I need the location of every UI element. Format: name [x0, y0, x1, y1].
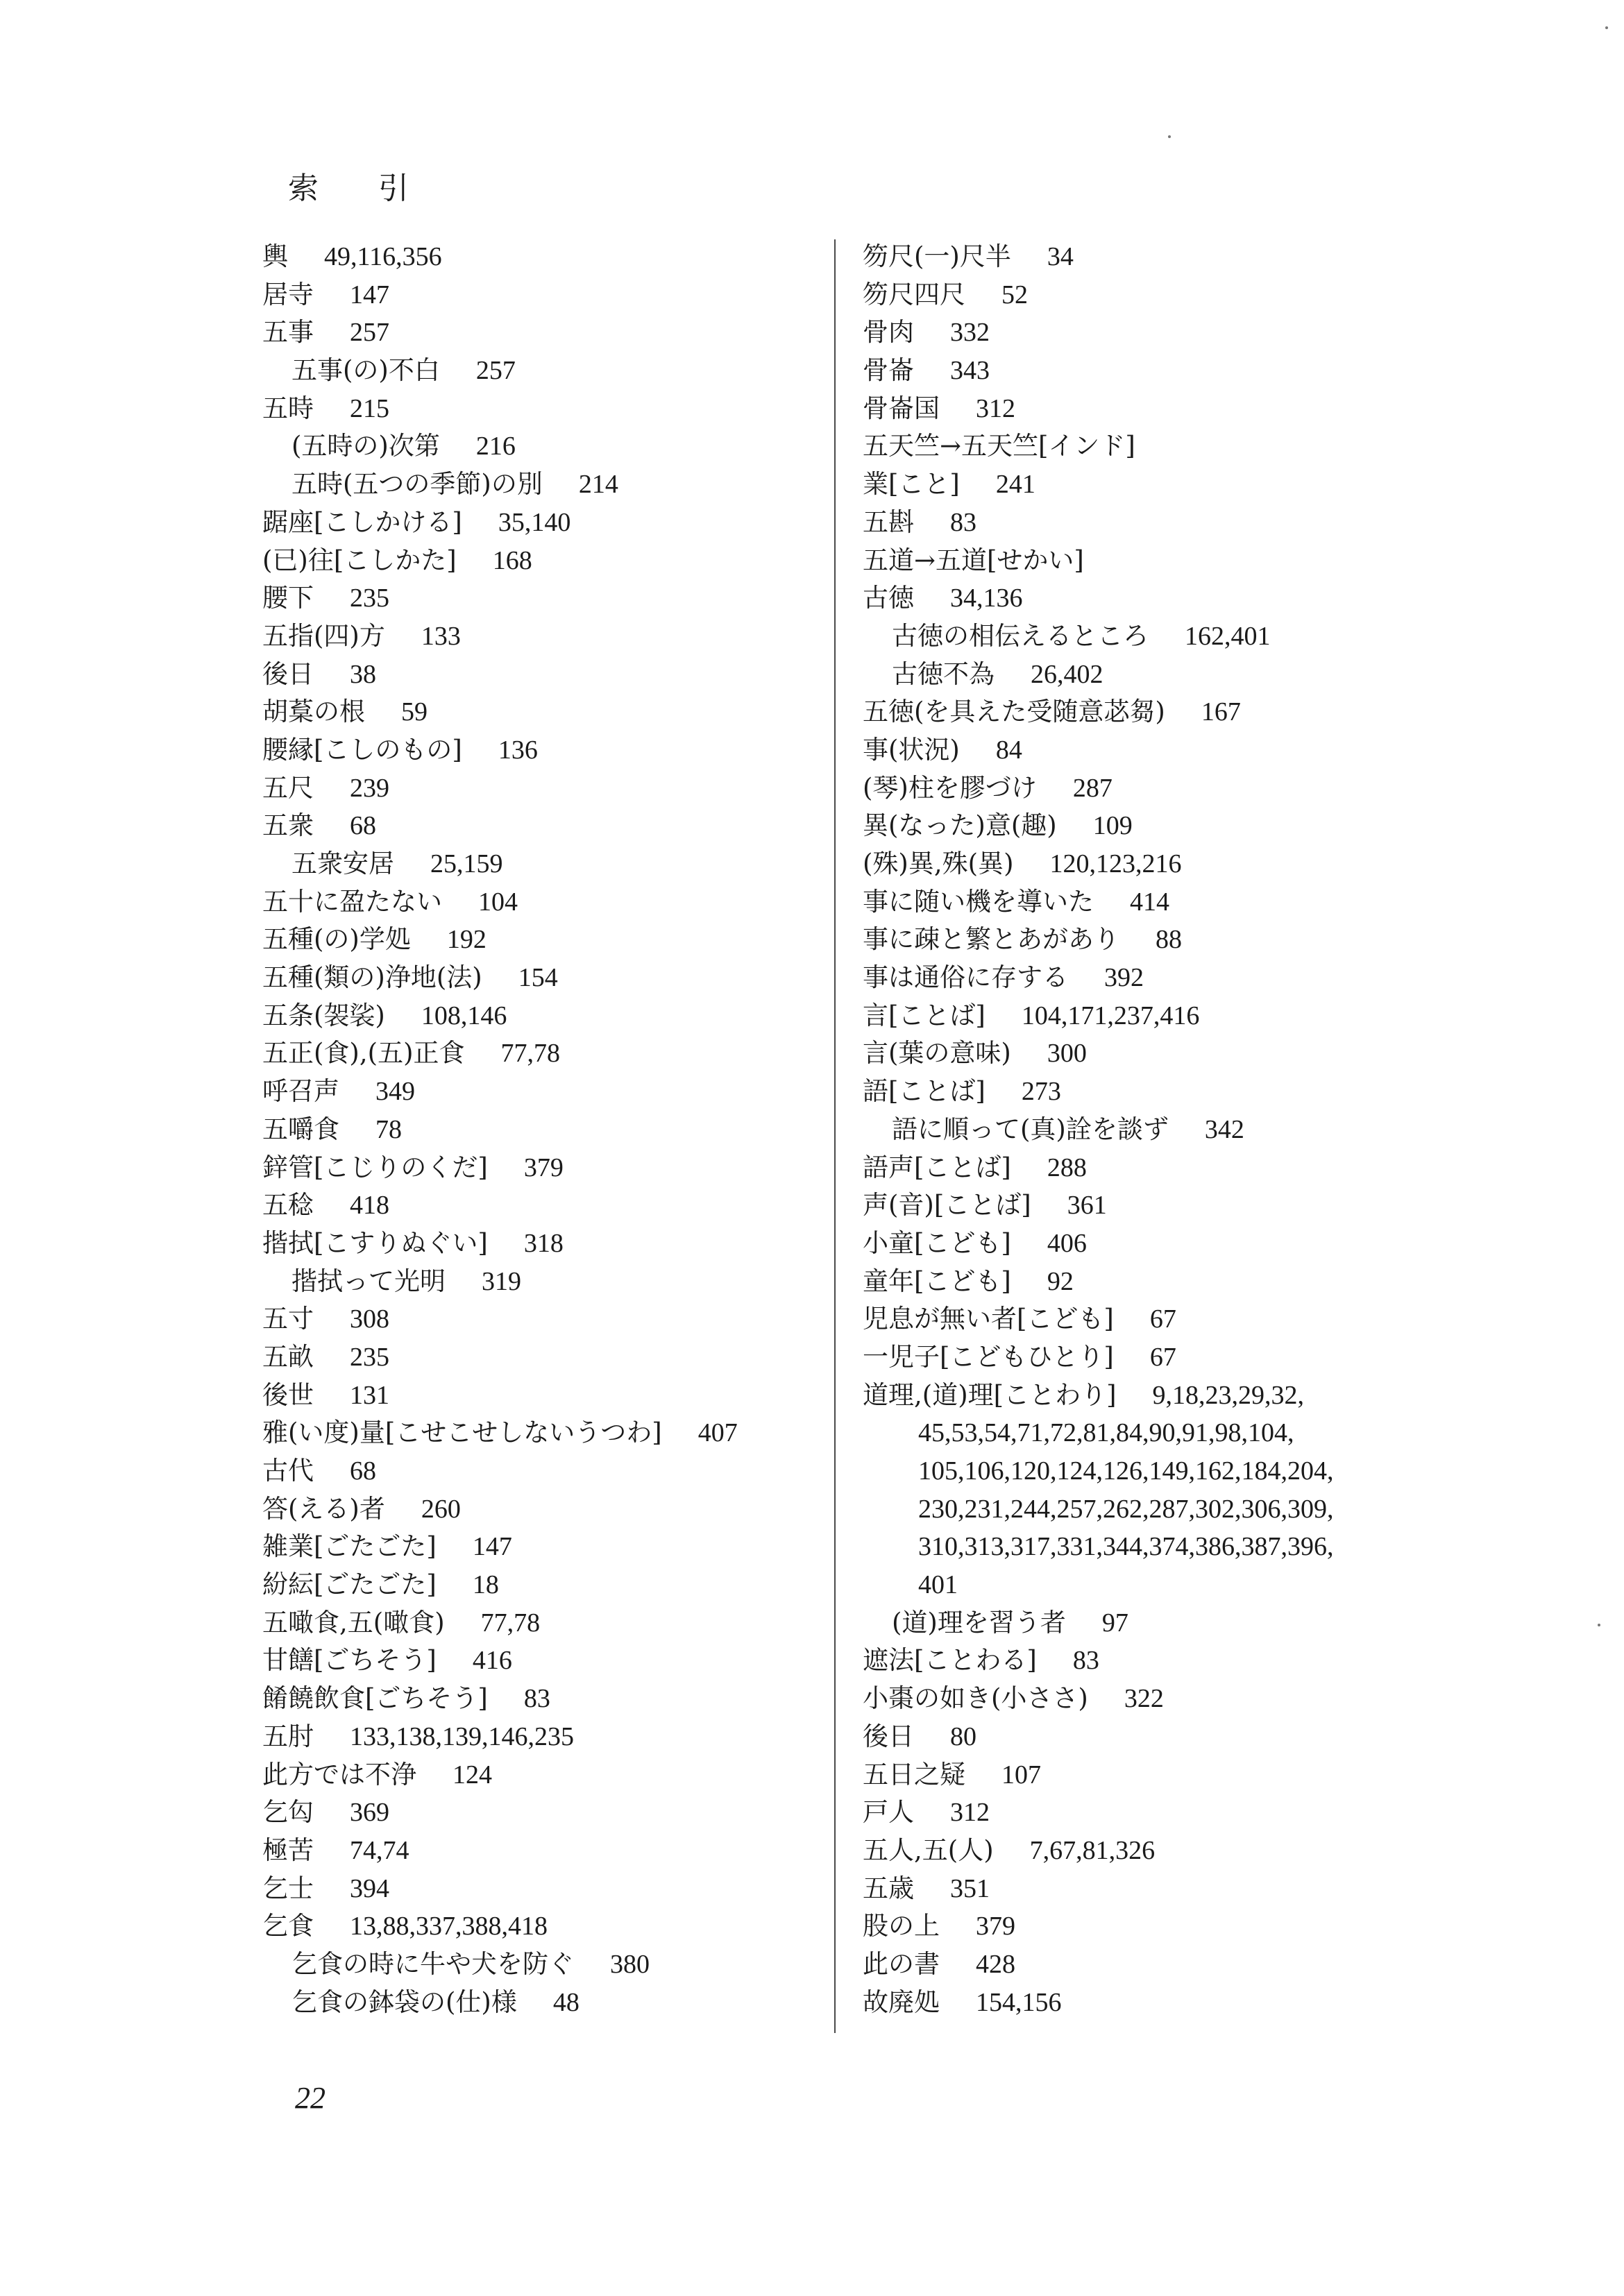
index-entry: [863, 1452, 1487, 1490]
index-pages: 105,106,120,124,126,149,162,184,204,: [918, 1456, 1334, 1486]
index-term: 居寺: [262, 279, 314, 309]
index-pages: 136: [498, 735, 538, 765]
index-entry: [863, 504, 1487, 542]
index-entry: [863, 1907, 1487, 1946]
index-term: 五種(の)学処: [262, 924, 411, 955]
index-pages: 133,138,139,146,235: [350, 1721, 574, 1751]
index-pages: 78: [375, 1114, 402, 1144]
index-entry: [863, 1946, 1487, 1984]
index-term: 古徳: [863, 583, 914, 613]
index-entry: [863, 238, 1487, 276]
index-entry: [262, 1528, 818, 1566]
index-entry: [262, 1073, 818, 1111]
index-entry: [262, 959, 818, 997]
index-pages: 239: [350, 773, 389, 803]
index-pages: 380: [610, 1949, 650, 1979]
index-entry: [262, 1111, 818, 1149]
column-divider: [834, 239, 836, 2033]
index-pages: 154,156: [976, 1987, 1062, 2017]
index-term: 此の書: [863, 1948, 940, 1979]
index-pages: 7,67,81,326: [1029, 1835, 1156, 1865]
index-term: 事に疎と繁とあがあり: [863, 924, 1119, 955]
index-pages: 133: [421, 621, 461, 651]
index-term: 五条(袈裟): [262, 1000, 385, 1030]
index-pages: 300: [1047, 1039, 1087, 1069]
scan-speck: [1598, 1624, 1600, 1626]
index-pages: 407: [697, 1418, 738, 1448]
index-entry: [262, 1642, 818, 1680]
index-entry: [863, 1604, 1487, 1642]
index-entry: [262, 1870, 818, 1908]
index-entry: [863, 1756, 1487, 1794]
index-term: 古徳の相伝えるところ: [892, 620, 1149, 651]
index-term: 骨肉: [863, 317, 914, 348]
index-pages: 83: [950, 507, 976, 537]
index-entry: [262, 1566, 818, 1604]
index-pages: 342: [1204, 1114, 1244, 1144]
index-pages: 260: [421, 1494, 461, 1524]
index-term: 五時: [262, 393, 314, 423]
index-entry: [863, 1300, 1487, 1338]
index-term: 語声[ことば]: [863, 1152, 1011, 1182]
index-entry: [262, 1984, 818, 2022]
index-pages: 52: [1001, 280, 1028, 309]
index-header: [288, 163, 409, 207]
index-pages: 312: [950, 1798, 990, 1828]
index-entry: [863, 1566, 1487, 1604]
index-pages: 162,401: [1185, 621, 1271, 651]
index-entry: [262, 504, 818, 542]
index-term: 揩拭って光明: [291, 1266, 446, 1296]
index-pages: 25,159: [430, 849, 503, 878]
index-pages: 68: [350, 811, 376, 841]
index-entry: [262, 1756, 818, 1794]
index-pages: 288: [1047, 1153, 1087, 1182]
index-entry: [863, 1073, 1487, 1111]
index-entry: [863, 997, 1487, 1035]
index-entry: [863, 579, 1487, 618]
index-pages: 80: [950, 1721, 976, 1751]
index-entry: [262, 618, 818, 656]
index-pages: 34: [1047, 242, 1074, 271]
index-pages: 68: [350, 1456, 376, 1486]
index-term: 餚饒飲食[ごちそう]: [262, 1683, 488, 1714]
index-pages: 351: [950, 1873, 990, 1903]
index-entry: [863, 1794, 1487, 1832]
index-term: 揩拭[こすりぬぐい]: [262, 1227, 488, 1258]
index-pages: 361: [1067, 1191, 1107, 1221]
index-pages: 67: [1149, 1304, 1176, 1334]
index-entry: [863, 959, 1487, 997]
index-pages: 416: [472, 1646, 512, 1676]
index-pages: 131: [350, 1380, 389, 1410]
index-pages: 287: [1072, 773, 1113, 803]
index-term: 五衆: [262, 810, 314, 841]
index-entry: [262, 579, 818, 618]
index-term: 童年[こども]: [863, 1266, 1011, 1296]
index-entry: [262, 1680, 818, 1718]
index-entry: [262, 693, 818, 731]
index-term: 五人,五(人): [863, 1835, 994, 1865]
index-term: 乞食の時に牛や犬を防ぐ: [291, 1948, 574, 1979]
index-term: 五尺: [262, 772, 314, 803]
index-pages: 107: [1001, 1760, 1041, 1789]
index-entry: [863, 656, 1487, 694]
index-pages: 235: [350, 584, 389, 613]
index-term: 言(葉の意味): [863, 1038, 1011, 1069]
index-entry: [262, 1377, 818, 1415]
index-term: 小童[こども]: [863, 1227, 1011, 1258]
index-pages: 235: [350, 1342, 389, 1372]
index-term: 五嚼食: [262, 1114, 339, 1144]
index-entry: [863, 618, 1487, 656]
index-entry: [262, 731, 818, 769]
scan-speck: [1605, 26, 1608, 29]
index-pages: 83: [523, 1684, 550, 1714]
index-term: 胡葈の根: [262, 697, 365, 727]
index-entry: [863, 1149, 1487, 1187]
index-pages: 418: [350, 1191, 389, 1221]
index-pages: 428: [976, 1949, 1015, 1979]
index-term: 事(状況): [863, 734, 960, 765]
index-term: 五歳: [863, 1873, 914, 1903]
index-pages: 214: [578, 470, 618, 500]
index-term: 一児子[こどもひとり]: [863, 1341, 1114, 1372]
index-pages: 92: [1047, 1266, 1074, 1296]
index-term: 五天竺→五天竺[インド]: [863, 431, 1135, 461]
index-entry: [262, 1225, 818, 1263]
index-entry: [262, 390, 818, 428]
index-pages: 49,116,356: [324, 242, 442, 271]
index-term: 五畝: [262, 1341, 314, 1372]
index-term: 腰下: [262, 583, 314, 613]
index-term: 五道→五道[せかい]: [863, 545, 1084, 575]
index-term: 語に順って(真)詮を談ず: [892, 1114, 1169, 1144]
index-term: 五稔: [262, 1190, 314, 1221]
index-entry: [863, 1338, 1487, 1377]
index-term: (道)理を習う者: [892, 1607, 1066, 1638]
index-entry: [262, 238, 818, 276]
index-entry: [262, 997, 818, 1035]
index-entry: [863, 542, 1487, 580]
index-pages: 83: [1072, 1646, 1099, 1676]
index-entry: [863, 390, 1487, 428]
index-entry: [863, 314, 1487, 352]
index-pages: 273: [1021, 1077, 1061, 1107]
index-term: 五種(類の)浄地(法): [262, 962, 482, 993]
index-term: 古徳不為: [892, 658, 995, 689]
index-term: 呼召声: [262, 1076, 339, 1107]
index-term: 此方では不浄: [262, 1759, 416, 1789]
index-entry: [262, 1946, 818, 1984]
index-term: 道理,(道)理[ことわり]: [863, 1379, 1117, 1410]
index-term: 古代: [262, 1456, 314, 1486]
header-char-1: 索: [288, 171, 319, 206]
index-pages: 13,88,337,388,418: [350, 1912, 548, 1941]
index-entry: [262, 542, 818, 580]
index-term: 雅(い度)量[こせこせしないうつわ]: [262, 1418, 662, 1448]
header-char-2: 引: [378, 171, 409, 206]
page-number: 22: [295, 2081, 325, 2115]
index-entry: [262, 1452, 818, 1490]
index-pages: 168: [492, 545, 532, 575]
index-entry: [262, 1907, 818, 1946]
index-pages: 147: [472, 1532, 512, 1562]
index-pages: 332: [950, 318, 990, 348]
index-pages: 406: [1047, 1228, 1087, 1258]
index-pages: 88: [1156, 925, 1182, 955]
index-term: 五事(の)不白: [291, 355, 440, 386]
index-entry: [863, 1490, 1487, 1529]
index-term: 乞匃: [262, 1797, 314, 1828]
index-pages: 319: [482, 1266, 521, 1296]
index-term: 事に随い機を導いた: [863, 886, 1094, 917]
index-term: 踞座[こしかける]: [262, 507, 462, 537]
index-entry: [863, 1718, 1487, 1756]
index-pages: 379: [523, 1153, 564, 1182]
index-term: 骨崙: [863, 355, 914, 386]
index-term: 骨崙国: [863, 393, 940, 423]
index-term: 五時(五つの季節)の別: [291, 469, 543, 500]
index-pages: 77,78: [500, 1039, 561, 1069]
index-pages: 59: [401, 697, 428, 727]
index-pages: 167: [1201, 697, 1241, 727]
index-term: 五正(食),(五)正食: [262, 1038, 465, 1069]
index-pages: 67: [1149, 1342, 1176, 1372]
index-pages: 308: [350, 1304, 389, 1334]
index-entry: [262, 845, 818, 883]
index-pages: 369: [350, 1798, 389, 1828]
index-entry: [262, 1187, 818, 1225]
index-pages: 349: [375, 1077, 415, 1107]
index-pages: 257: [475, 356, 516, 386]
index-entry: [863, 883, 1487, 921]
index-pages: 154: [518, 963, 558, 993]
index-term: 児息が無い者[こども]: [863, 1304, 1114, 1334]
index-term: 五肘: [262, 1721, 314, 1751]
index-term: 語[ことば]: [863, 1076, 986, 1107]
index-term: 異(なった)意(趣): [863, 810, 1057, 841]
index-column-right: [863, 238, 1487, 2021]
index-term: 後日: [863, 1721, 914, 1751]
index-pages: 343: [950, 356, 990, 386]
index-pages: 45,53,54,71,72,81,84,90,91,98,104,: [918, 1418, 1294, 1448]
index-term: 雑業[ごたごた]: [262, 1531, 437, 1562]
index-entry: [863, 276, 1487, 314]
index-entry: [863, 1680, 1487, 1718]
index-term: 戸人: [863, 1797, 914, 1828]
index-pages: 318: [523, 1228, 564, 1258]
index-term: (殊)異,殊(異): [863, 849, 1014, 878]
index-pages: 215: [350, 393, 389, 423]
index-pages: 9,18,23,29,32,: [1152, 1380, 1305, 1410]
index-entry: [863, 466, 1487, 504]
index-term: 業[こと]: [863, 469, 960, 500]
index-entry: [262, 352, 818, 390]
index-pages: 322: [1124, 1684, 1164, 1714]
index-entry: [262, 314, 818, 352]
index-column-left: [262, 238, 818, 2021]
index-entry: [863, 1263, 1487, 1301]
index-term: 声(音)[ことば]: [863, 1190, 1031, 1221]
index-pages: 84: [995, 735, 1022, 765]
index-entry: [262, 1832, 818, 1870]
index-entry: [863, 1528, 1487, 1566]
index-pages: 104,171,237,416: [1021, 1001, 1200, 1030]
index-entry: [262, 1300, 818, 1338]
index-pages: 257: [350, 318, 389, 348]
index-pages: 35,140: [498, 507, 571, 537]
index-entry: [863, 1377, 1487, 1415]
index-pages: 109: [1092, 811, 1133, 841]
index-pages: 379: [976, 1912, 1015, 1941]
index-term: 事は通俗に存する: [863, 962, 1068, 993]
index-term: 言[ことば]: [863, 1000, 986, 1030]
index-term: 五十に盈たない: [262, 886, 442, 917]
index-entry: [863, 731, 1487, 769]
index-pages: 38: [350, 659, 376, 689]
index-term: 故廃処: [863, 1987, 940, 2017]
index-pages: 104: [478, 887, 518, 917]
index-term: 五指(四)方: [262, 620, 385, 651]
index-term: 甘饍[ごちそう]: [262, 1645, 437, 1676]
index-pages: 310,313,317,331,344,374,386,387,396,: [918, 1532, 1334, 1562]
index-pages: 241: [995, 470, 1035, 500]
index-pages: 414: [1130, 887, 1169, 917]
index-term: 五噉食,五(噉食): [262, 1607, 445, 1638]
index-pages: 108,146: [421, 1001, 507, 1030]
index-entry: [863, 693, 1487, 731]
index-pages: 26,402: [1031, 659, 1103, 689]
index-entry: [262, 1338, 818, 1377]
index-pages: 48: [552, 1987, 580, 2017]
index-pages: 147: [350, 280, 389, 309]
index-term: (琴)柱を膠づけ: [863, 772, 1037, 803]
index-pages: 230,231,244,257,262,287,302,306,309,: [918, 1494, 1334, 1524]
index-pages: 97: [1101, 1608, 1128, 1638]
index-entry: [262, 1718, 818, 1756]
index-entry: [262, 921, 818, 959]
index-entry: [863, 1035, 1487, 1073]
index-entry: [863, 1187, 1487, 1225]
index-term: 後日: [262, 658, 314, 689]
index-term: 極苦: [262, 1835, 314, 1865]
index-entry: [863, 769, 1487, 808]
index-entry: [262, 427, 818, 466]
index-pages: 401: [918, 1570, 958, 1600]
index-entry: [262, 1794, 818, 1832]
index-entry: [863, 1111, 1487, 1149]
index-pages: 394: [350, 1873, 389, 1903]
index-entry: [262, 1263, 818, 1301]
index-entry: [863, 921, 1487, 959]
index-term: 五事: [262, 317, 314, 348]
index-term: 乞食の鉢袋の(仕)様: [291, 1987, 517, 2017]
index-term: 五衆安居: [291, 849, 394, 878]
index-entry: [863, 1870, 1487, 1908]
index-entry: [262, 656, 818, 694]
index-pages: 74,74: [350, 1835, 409, 1865]
index-term: 乞士: [262, 1873, 314, 1903]
index-entry: [262, 769, 818, 808]
index-term: 乞食: [262, 1911, 314, 1941]
index-term: 笏尺四尺: [863, 279, 965, 309]
index-entry: [863, 1225, 1487, 1263]
index-entry: [863, 352, 1487, 390]
index-pages: 216: [475, 432, 516, 461]
index-entry: [262, 1490, 818, 1529]
index-entry: [863, 845, 1487, 883]
index-entry: [863, 1832, 1487, 1870]
index-term: 五寸: [262, 1304, 314, 1334]
index-pages: 18: [472, 1570, 499, 1600]
index-term: 腰縁[こしのもの]: [262, 734, 462, 765]
index-entry: [262, 1604, 818, 1642]
index-entry: [262, 883, 818, 921]
index-term: 遮法[ことわる]: [863, 1645, 1037, 1676]
index-entry: [262, 276, 818, 314]
index-pages: 312: [976, 393, 1015, 423]
index-term: 五斟: [863, 507, 914, 537]
index-entry: [262, 807, 818, 845]
index-pages: 392: [1104, 963, 1144, 993]
index-term: 後世: [262, 1379, 314, 1410]
index-entry: [863, 1984, 1487, 2022]
index-entry: [262, 1035, 818, 1073]
index-entry: [863, 1414, 1487, 1452]
index-term: (已)往[こしかた]: [262, 545, 457, 575]
index-entry: [262, 1149, 818, 1187]
index-term: 五徳(を具えた受随意苾芻): [863, 697, 1165, 727]
index-term: 小棗の如き(小ささ): [863, 1683, 1088, 1714]
index-entry: [262, 466, 818, 504]
index-entry: [863, 807, 1487, 845]
scan-speck: [1168, 135, 1171, 138]
index-pages: 34,136: [950, 584, 1023, 613]
index-term: 答(える)者: [262, 1493, 385, 1524]
index-term: 輿: [262, 241, 288, 271]
index-pages: 120,123,216: [1049, 849, 1182, 878]
index-term: 五日之疑: [863, 1759, 965, 1789]
index-pages: 192: [446, 925, 487, 955]
index-pages: 77,78: [480, 1608, 541, 1638]
index-term: 笏尺(一)尺半: [863, 241, 1011, 271]
index-entry: [863, 1642, 1487, 1680]
index-term: 股の上: [863, 1911, 940, 1941]
index-entry: [262, 1414, 818, 1452]
index-term: 紛紜[ごたごた]: [262, 1570, 437, 1600]
index-entry: [863, 427, 1487, 466]
index-term: 鋅管[こじりのくだ]: [262, 1152, 488, 1182]
index-term: (五時の)次第: [291, 431, 440, 461]
index-pages: 124: [452, 1760, 492, 1789]
